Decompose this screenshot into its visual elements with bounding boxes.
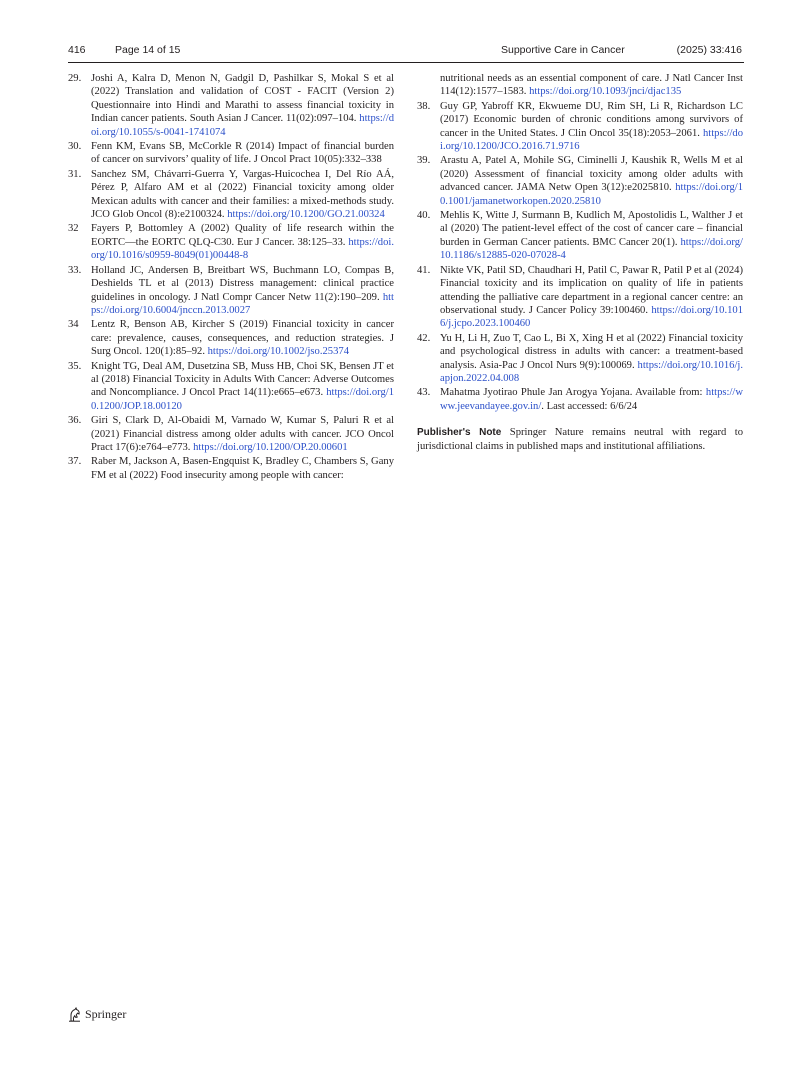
reference-text: Fenn KM, Evans SB, McCorkle R (2014) Impact of financial burden of cancer on survivors’ quality of life. J Oncol Pract 10(05):332–338 <box>91 141 394 166</box>
reference-text: Nikte VK, Patil SD, Chaudhari H, Patil C, Pawar R, Patil P et al (2024) Financial toxicity and its implication on quality of life in patients attending the palliative care department in a regional cancer centre: an observational study. J Cancer Policy 39:100460. <box>440 264 743 316</box>
reference-text: nutritional needs as an essential component of care. J Natl Cancer Inst 114(12):1577–1583. <box>440 73 743 98</box>
reference-text: Fayers P, Bottomley A (2002) Quality of life research within the EORTC—the EORTC QLQ-C30. Eur J Cancer. 38:125–33. <box>91 223 394 248</box>
reference-number: 32 <box>68 223 79 235</box>
publishers-note-text: Springer Nature remains neutral with regard to jurisdictional claims in published maps and institutional affiliations. <box>417 427 743 452</box>
publishers-note <box>417 426 743 453</box>
page-number: 416 <box>68 44 86 56</box>
reference-doi-link[interactable]: https://doi.org/10.1093/jnci/djac135 <box>529 86 682 98</box>
reference-text: Sanchez SM, Chávarri-Guerra Y, Vargas-Huicochea I, Del Río AÁ, Pérez P, Alfaro AM et al (2022) Financial toxicity among older Mexican adults with cancer and their families: a mixed-methods study. JCO Glob Oncol (8):e2100324. <box>91 168 394 221</box>
reference-item <box>68 264 394 318</box>
reference-text: Guy GP, Yabroff KR, Ekwueme DU, Rim SH, Li R, Richardson LC (2017) Economic burden of chronic conditions among survivors of cancer in the United States. J Clin Oncol 35(18):2053–2061. <box>440 100 743 139</box>
reference-text: Holland JC, Andersen B, Breitbart WS, Buchmann LO, Compas B, Deshields TL et al (2013) Distress management: clinical practice guidelines in oncology. J Natl Compr Cancer Netw 11(2):190–209. <box>91 264 394 303</box>
reference-item <box>68 414 394 454</box>
reference-number: 35. <box>68 360 82 372</box>
reference-number: 40. <box>417 210 431 222</box>
reference-item <box>68 318 394 358</box>
journal-title: Supportive Care in Cancer <box>501 44 625 56</box>
reference-number: 33. <box>68 264 82 276</box>
reference-item <box>68 140 394 167</box>
reference-number: 41. <box>417 264 431 276</box>
reference-text: Raber M, Jackson A, Basen-Engquist K, Bradley C, Chambers S, Gany FM et al (2022) Food insecurity among people with cancer: <box>91 456 394 481</box>
page-of-count: Page 14 of 15 <box>115 44 181 56</box>
references-left-column <box>68 72 394 483</box>
reference-list <box>417 100 743 413</box>
reference-text: Mehlis K, Witte J, Surmann B, Kudlich M, Apostolidis L, Walther J et al (2020) The patient-level effect of the cost of cancer care – financial burden in German Cancer patients. BMC Cancer 20(1). <box>440 210 743 248</box>
reference-item <box>417 264 743 331</box>
reference-text: Joshi A, Kalra D, Menon N, Gadgil D, Pashilkar S, Mokal S et al (2022) Translation and validation of COST - FACIT (Version 2) Questionnaire into Hindi and Marathi to assess financial toxicity in Indian cancer patients. South Asian J Cancer. 11(02):097–104. <box>91 73 394 125</box>
reference-number: 31. <box>68 168 82 180</box>
reference-number: 29. <box>68 73 82 84</box>
reference-item <box>417 100 743 154</box>
reference-text-suffix: . Last accessed: 6/6/24 <box>541 400 638 412</box>
springer-footer <box>68 1005 126 1023</box>
reference-number: 43. <box>417 387 431 399</box>
reference-item <box>68 360 394 414</box>
references-right-column <box>417 72 743 453</box>
reference-doi-link[interactable]: https://doi.org/10.1016/j.apjon.2022.04.008 <box>440 359 743 384</box>
reference-number: 39. <box>417 155 431 167</box>
reference-number: 38. <box>417 100 431 112</box>
reference-item <box>68 168 394 222</box>
publishers-note-label: Publisher's Note <box>417 427 502 439</box>
springer-brand: Springer <box>85 1006 127 1021</box>
reference-text: Mahatma Jyotirao Phule Jan Arogya Yojana. Available from: <box>440 387 706 399</box>
reference-text: Arastu A, Patel A, Mohile SG, Ciminelli J, Kaushik R, Wells M et al (2020) Assessment of financial toxicity among older adults with advanced cancer. JAMA Netw Open 3(12):e2025810. <box>440 155 743 194</box>
reference-continuation <box>417 72 743 99</box>
reference-doi-link[interactable]: https://doi.org/10.1200/OP.20.00601 <box>193 441 348 453</box>
reference-doi-link[interactable]: https://doi.org/10.1016/s0959-8049(01)00448-8 <box>91 236 394 262</box>
reference-doi-link[interactable]: https://doi.org/10.1200/GO.21.00324 <box>227 209 385 221</box>
reference-number: 37. <box>68 456 82 468</box>
reference-item <box>417 154 743 208</box>
reference-doi-link[interactable]: https://doi.org/10.1186/s12885-020-07028-4 <box>440 236 743 262</box>
header-rule <box>68 62 744 63</box>
reference-doi-link[interactable]: https://doi.org/10.1016/j.jcpo.2023.100460 <box>440 304 743 330</box>
reference-text: Lentz R, Benson AB, Kircher S (2019) Financial toxicity in cancer care: prevalence, causes, consequences, and reduction strategies. J Surg Oncol. 120(1):85–92. <box>91 319 394 358</box>
reference-item <box>68 72 394 139</box>
reference-text: Yu H, Li H, Zuo T, Cao L, Bi X, Xing H et al (2022) Financial toxicity and psychological distress in adults with cancer: a treatment-based analysis. Asia-Pac J Oncol Nurs 9(9):100069. <box>440 332 743 371</box>
reference-item <box>417 386 743 413</box>
reference-doi-link[interactable]: https://doi.org/10.6004/jnccn.2013.0027 <box>91 291 394 316</box>
reference-doi-link[interactable]: https://doi.org/10.1200/JCO.2016.71.9716 <box>440 127 743 153</box>
reference-item <box>417 209 743 263</box>
reference-doi-link[interactable]: https://doi.org/10.1002/jso.25374 <box>207 346 349 358</box>
reference-item <box>68 455 394 482</box>
reference-doi-link[interactable]: https://doi.org/10.1055/s-0041-1741074 <box>91 113 394 138</box>
running-header <box>68 42 744 58</box>
reference-number: 36. <box>68 415 82 427</box>
reference-item <box>417 332 743 386</box>
springer-horse-icon <box>68 1007 81 1022</box>
reference-doi-link[interactable]: https://doi.org/10.1001/jamanetworkopen.2020.25810 <box>440 182 743 207</box>
reference-number: 34 <box>68 319 79 331</box>
reference-text: Knight TG, Deal AM, Dusetzina SB, Muss HB, Choi SK, Bensen JT et al (2018) Financial Toxicity in Adults With Cancer: Adverse Outcomes and Noncompliance. J Oncol Pract 14(11):e665–e673. <box>91 360 394 399</box>
reference-item <box>68 222 394 262</box>
reference-number: 30. <box>68 141 82 153</box>
reference-doi-link[interactable]: https://www.jeevandayee.gov.in/ <box>440 387 743 412</box>
reference-number: 42. <box>417 332 431 344</box>
reference-doi-link[interactable]: https://doi.org/10.1200/JOP.18.00120 <box>91 387 394 412</box>
journal-citation: (2025) 33:416 <box>676 44 742 56</box>
reference-text: Giri S, Clark D, Al-Obaidi M, Varnado W, Kumar S, Paluri R et al (2021) Financial distress among older adults with cancer. JCO Oncol Pract 17(6):e764–e773. <box>91 415 394 453</box>
